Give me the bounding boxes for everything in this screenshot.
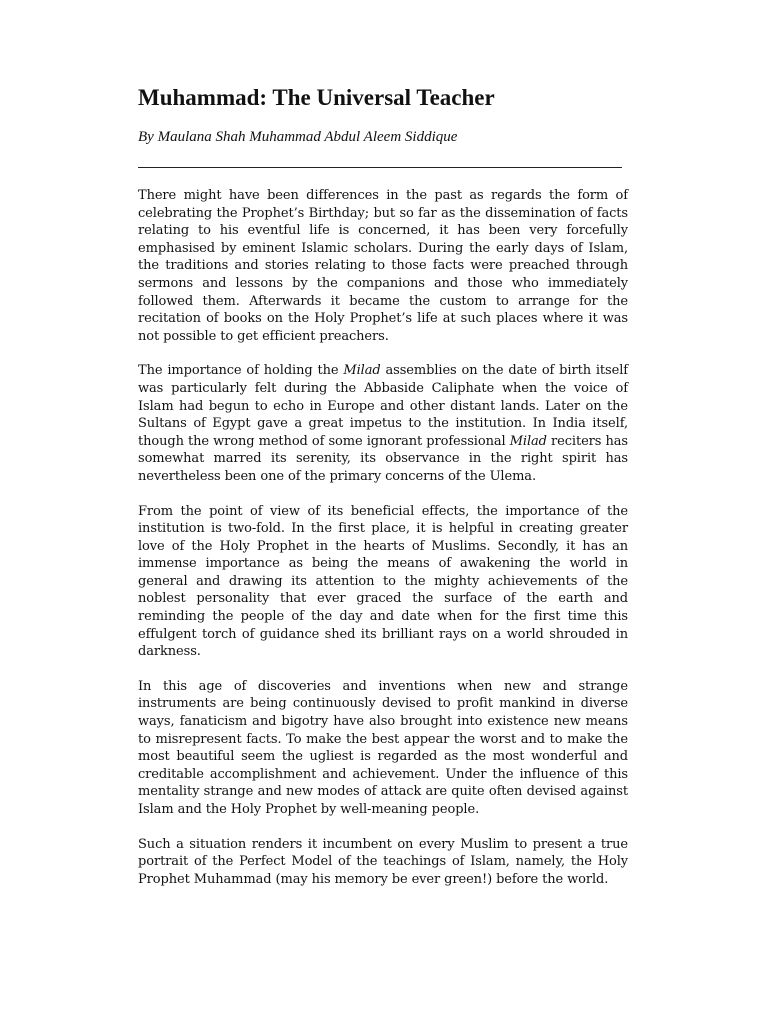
paragraph-4: In this age of discoveries and inventions when new and strange instruments are being continuously devised to profit mankind in diverse ways, fanaticism and bigotry have also brought into existence new means to misrepresent facts. To make the best appear the worst and to make the most beautiful seem the ugliest is regarded as the most wonderful and creditable accomplishment and achievement. Under the influence of this mentality strange and new modes of attack are quite often devised against Islam and the Holy Prophet by well-meaning people. — [138, 678, 628, 817]
paragraph-1: There might have been differences in the past as regards the form of celebrating the Prophet’s Birthday; but so far as the dissemination of facts relating to his eventful life is concerned, it has been very forcefully emphasised by eminent Islamic scholars. During the early days of Islam, the traditions and stories relating to those facts were preached through sermons and lessons by the companions and those who immediately followed them. Afterwards it became the custom to arrange for the recitation of books on the Holy Prophet’s life at such places where it was not possible to get efficient preachers. — [138, 188, 628, 344]
paragraph-2-text-b: assemblies on the date of birth itself was particularly felt during the Abbaside Caliphate when the voice of Islam had begun to echo in Europe and other distant lands. Later on the Sultans of Egypt gave a great impetus to the institution. In India itself, though the wrong method of some ignorant professional — [138, 363, 628, 449]
paragraph-2-emphasis-milad: Milad — [343, 363, 381, 379]
paragraph-2-text-c: reciters has somewhat marred its serenity, its observance in the right spirit has nevertheless been one of the primary concerns of the Ulema. — [138, 433, 628, 484]
document-page — [138, 84, 628, 888]
paragraph-3: From the point of view of its beneficial effects, the importance of the institution is two-fold. In the first place, it is helpful in creating greater love of the Holy Prophet in the hearts of Muslims. Secondly, it has an immense importance as being the means of awakening the world in general and drawing its attention to the mighty achievements of the noblest personality that ever graced the surface of the earth and reminding the people of the day and date when for the first time this effulgent torch of guidance shed its brilliant rays on a world shrouded in darkness. — [138, 503, 628, 660]
title-divider — [138, 167, 622, 168]
paragraph-2-emphasis-milad-2: Milad — [509, 433, 547, 449]
page-title: Muhammad: The Universal Teacher — [138, 85, 495, 110]
paragraph-2 — [138, 362, 628, 485]
author-byline: By Maulana Shah Muhammad Abdul Aleem Siddique — [138, 129, 458, 145]
paragraph-5: Such a situation renders it incumbent on every Muslim to present a true portrait of the Perfect Model of the teachings of Islam, namely, the Holy Prophet Muhammad (may his memory be ever green!) before the world. — [138, 836, 628, 887]
paragraph-2-text-a: The importance of holding the — [138, 363, 344, 379]
